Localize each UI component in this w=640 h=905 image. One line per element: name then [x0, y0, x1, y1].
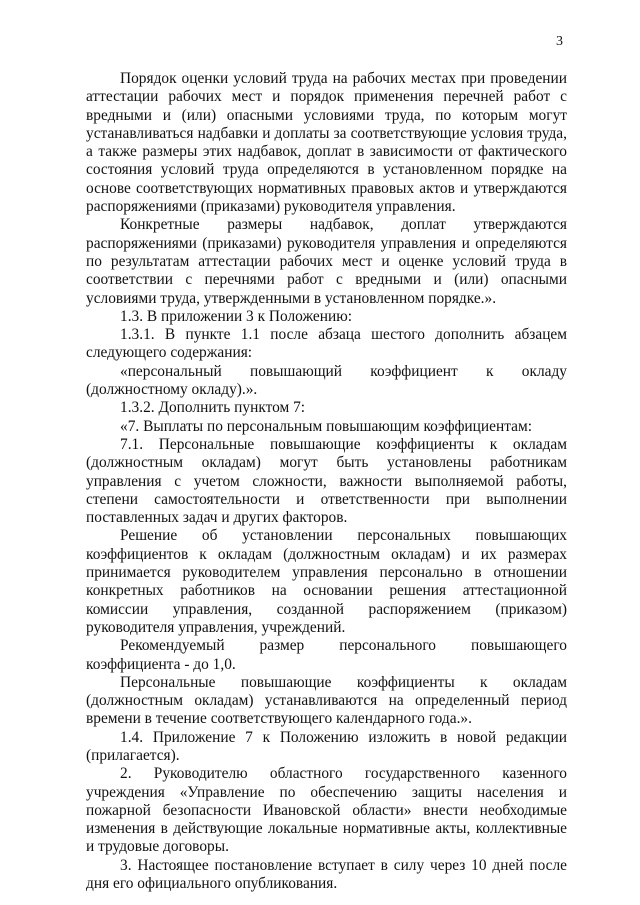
document-body — [86, 70, 567, 893]
paragraph-4: 1.3.1. В пункте 1.1 после абзаца шестого дополнить абзацем следующего содержания: — [86, 326, 567, 362]
paragraph-12: 1.4. Приложение 7 к Положению изложить в новой редакции (прилагается). — [86, 728, 567, 764]
paragraph-13: 2. Руководителю областного государственного казенного учреждения «Управление по обеспечению защиты населения и пожарной безопасности Ивановской области» внести необходимые изменения в действующие локальные нормативные акты, коллективные и трудовые договоры. — [86, 765, 567, 856]
paragraph-11: Персональные повышающие коэффициенты к окладам (должностным окладам) устанавливаются на определенный период времени в течение соответствующего календарного года.». — [86, 673, 567, 728]
paragraph-5: «персональный повышающий коэффициент к окладу (должностному окладу).». — [86, 362, 567, 399]
paragraph-14: 3. Настоящее постановление вступает в силу через 10 дней после дня его официального опубликования. — [86, 856, 567, 893]
paragraph-7: «7. Выплаты по персональным повышающим коэффициентам: — [120, 417, 532, 435]
paragraph-6: 1.3.2. Дополнить пунктом 7: — [120, 399, 306, 417]
paragraph-9: Решение об установлении персональных повышающих коэффициентов к окладам (должностным окладам) и их размерах принимается руководителем управления персонально в отношении конкретных работников на основании решения аттестационной комиссии управления, созданной распоряжением (приказом) руководителя управления, учреждений. — [86, 527, 567, 636]
page-number: 3 — [556, 34, 563, 49]
paragraph-1: Порядок оценки условий труда на рабочих местах при проведении аттестации рабочих мест и порядок применения перечней работ с вредными и (или) опасными условиями труда, по которым могут устанавливаться надбавки и доплаты за соответствующие условия труда, а также размеры этих надбавок, доплат в зависимости от фактического состояния условий труда определяются в установленном порядке на основе соответствующих нормативных правовых актов и утверждаются распоряжениями (приказами) руководителя управления. — [86, 70, 567, 216]
paragraph-8: 7.1. Персональные повышающие коэффициенты к окладам (должностным окладам) могут быть установлены работникам управления с учетом сложности, важности выполняемой работы, степени самостоятельности и ответственности при выполнении поставленных задач и других факторов. — [86, 435, 567, 527]
paragraph-3: 1.3. В приложении 3 к Положению: — [120, 307, 353, 325]
paragraph-2: Конкретные размеры надбавок, доплат утверждаются распоряжениями (приказами) руководителя управления и определяются по результатам аттестации рабочих мест и оценке условий труда в соответствии с перечнями работ с вредными и (или) опасными условиями труда, утвержденными в установленном порядке.». — [86, 216, 567, 307]
paragraph-10: Рекомендуемый размер персонального повышающего коэффициента - до 1,0. — [86, 637, 567, 673]
